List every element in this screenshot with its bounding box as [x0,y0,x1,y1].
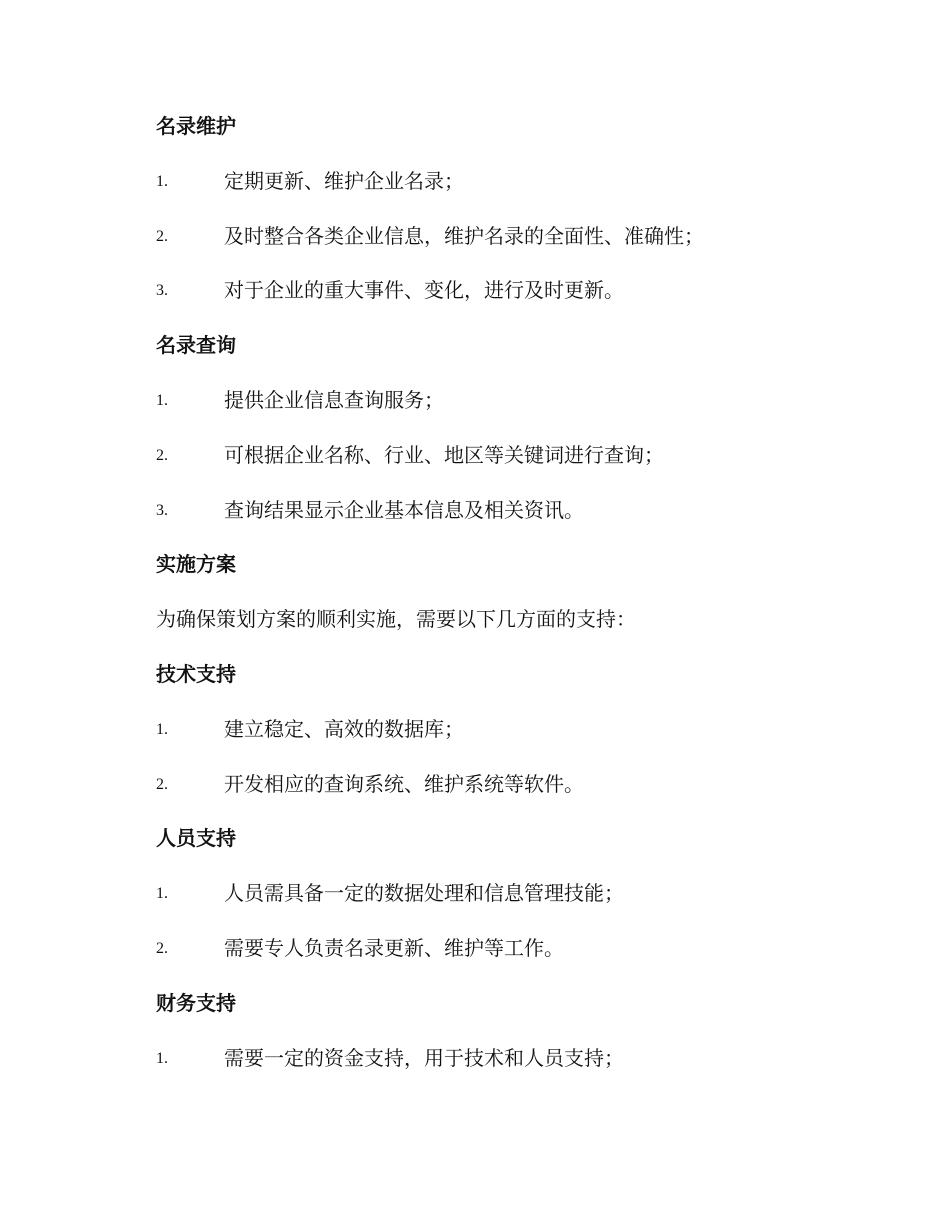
section-heading-financial-support: 财务支持 [156,990,236,1015]
list-text: 建立稳定、高效的数据库； [224,716,464,741]
list-text: 及时整合各类企业信息，维护名录的全面性、准确性； [224,223,704,248]
list-number: 2. [156,446,168,464]
paragraph: 为确保策划方案的顺利实施，需要以下几方面的支持： [156,607,636,632]
list-text: 需要一定的资金支持，用于技术和人员支持； [224,1045,624,1070]
list-number: 2. [156,939,168,957]
list-item [156,382,796,437]
list-text: 开发相应的查询系统、维护系统等软件。 [224,771,584,796]
list-item [156,272,796,327]
list-item [156,1040,796,1095]
list-text: 对于企业的重大事件、变化，进行及时更新。 [224,278,624,303]
list-number: 2. [156,227,168,245]
list-text: 定期更新、维护企业名录； [224,168,464,193]
list-text: 人员需具备一定的数据处理和信息管理技能； [224,881,624,906]
list-number: 1. [156,720,168,738]
list-item [156,218,796,273]
list-number: 1. [156,885,168,903]
section-heading-implementation-plan: 实施方案 [156,552,236,577]
section-heading-directory-maintenance: 名录维护 [156,114,236,138]
section-heading-directory-query: 名录查询 [156,333,236,358]
list-text: 需要专人负责名录更新、维护等工作。 [224,935,564,960]
list-item [156,766,796,821]
list-item [156,437,796,492]
list-item [156,875,796,930]
list-text: 查询结果显示企业基本信息及相关资讯。 [224,497,584,522]
list-item [156,930,796,985]
list-number: 1. [156,391,168,409]
list-item [156,492,796,547]
section-heading-technical-support: 技术支持 [156,661,236,686]
list-number: 1. [156,172,168,190]
list-item [156,711,796,766]
section-heading-personnel-support: 人员支持 [156,826,236,851]
list-number: 1. [156,1049,168,1067]
list-text: 可根据企业名称、行业、地区等关键词进行查询； [224,442,664,467]
list-number: 2. [156,775,168,793]
document-body [156,108,796,1094]
list-item [156,163,796,218]
list-number: 3. [156,282,168,300]
list-number: 3. [156,501,168,519]
list-text: 提供企业信息查询服务； [224,387,444,412]
